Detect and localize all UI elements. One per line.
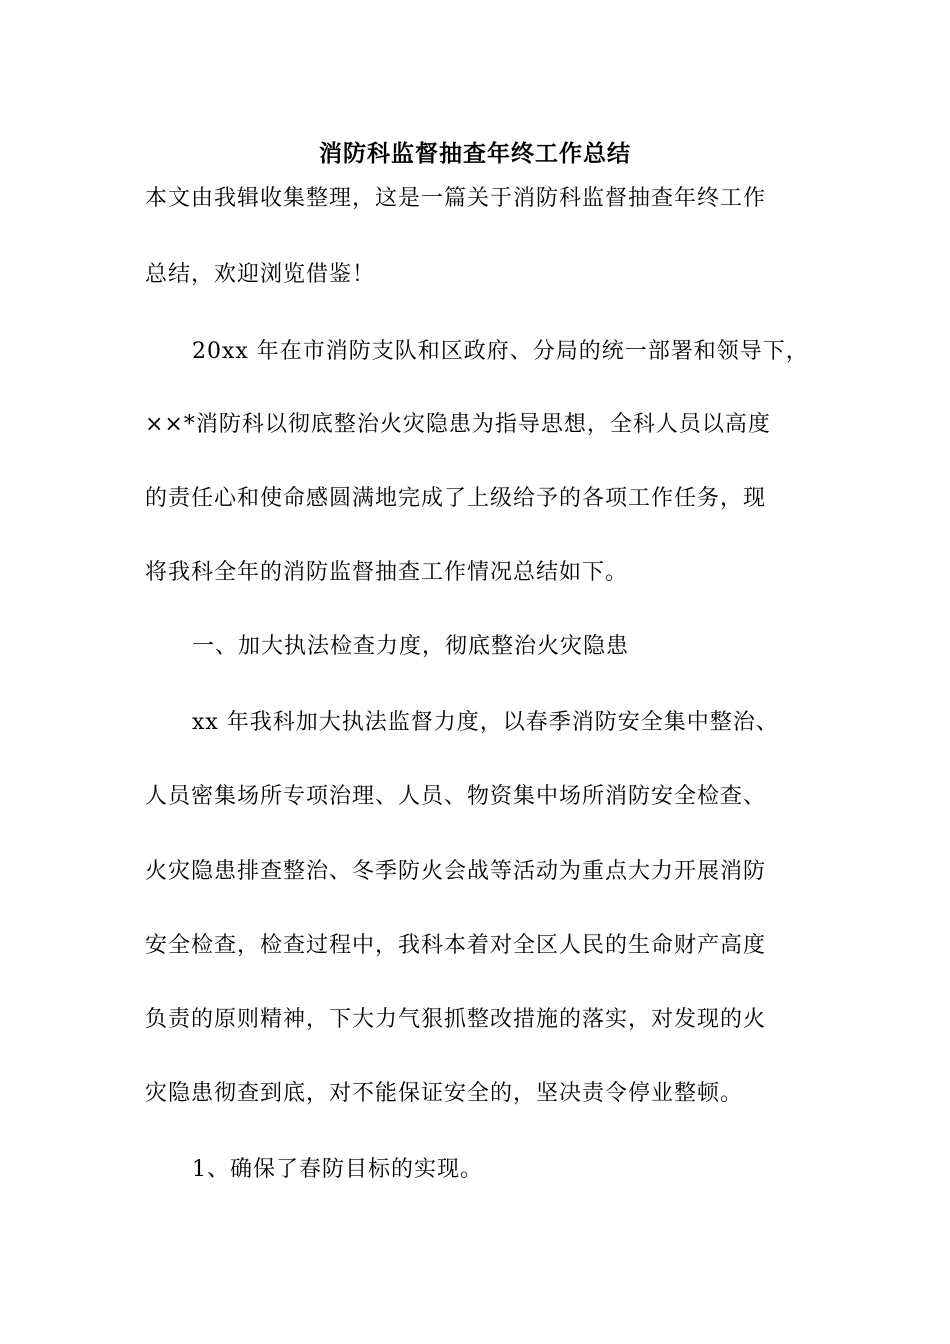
paragraph-line: xx 年我科加大执法监督力度，以春季消防安全集中整治、: [192, 710, 779, 735]
paragraph-line: ××*消防科以彻底整治火灾隐患为指导思想，全科人员以高度: [145, 412, 771, 437]
paragraph-line: 20xx 年在市消防支队和区政府、分局的统一部署和领导下，: [192, 339, 809, 364]
paragraph-line: 安全检查，检查过程中，我科本着对全区人民的生命财产高度: [145, 933, 767, 958]
paragraph-line: 本文由我辑收集整理，这是一篇关于消防科监督抽查年终工作: [145, 186, 767, 211]
paragraph-line: 将我科全年的消防监督抽查工作情况总结如下。: [145, 560, 629, 585]
paragraph-line: 总结，欢迎浏览借鉴！: [145, 262, 376, 287]
document-title: 消防科监督抽查年终工作总结: [319, 140, 631, 167]
section-heading: 一、加大执法检查力度，彻底整治火灾隐患: [192, 634, 630, 659]
paragraph-line: 的责任心和使命感圆满地完成了上级给予的各项工作任务，现: [145, 486, 767, 511]
paragraph-line: 人员密集场所专项治理、人员、物资集中场所消防安全检查、: [145, 784, 767, 809]
numbered-item: 1、确保了春防目标的实现。: [192, 1157, 483, 1182]
paragraph-line: 负责的原则精神，下大力气狠抓整改措施的落实，对发现的火: [145, 1007, 767, 1032]
paragraph-line: 灾隐患彻查到底，对不能保证安全的，坚决责令停业整顿。: [145, 1081, 744, 1106]
paragraph-line: 火灾隐患排查整治、冬季防火会战等活动为重点大力开展消防: [145, 859, 767, 884]
